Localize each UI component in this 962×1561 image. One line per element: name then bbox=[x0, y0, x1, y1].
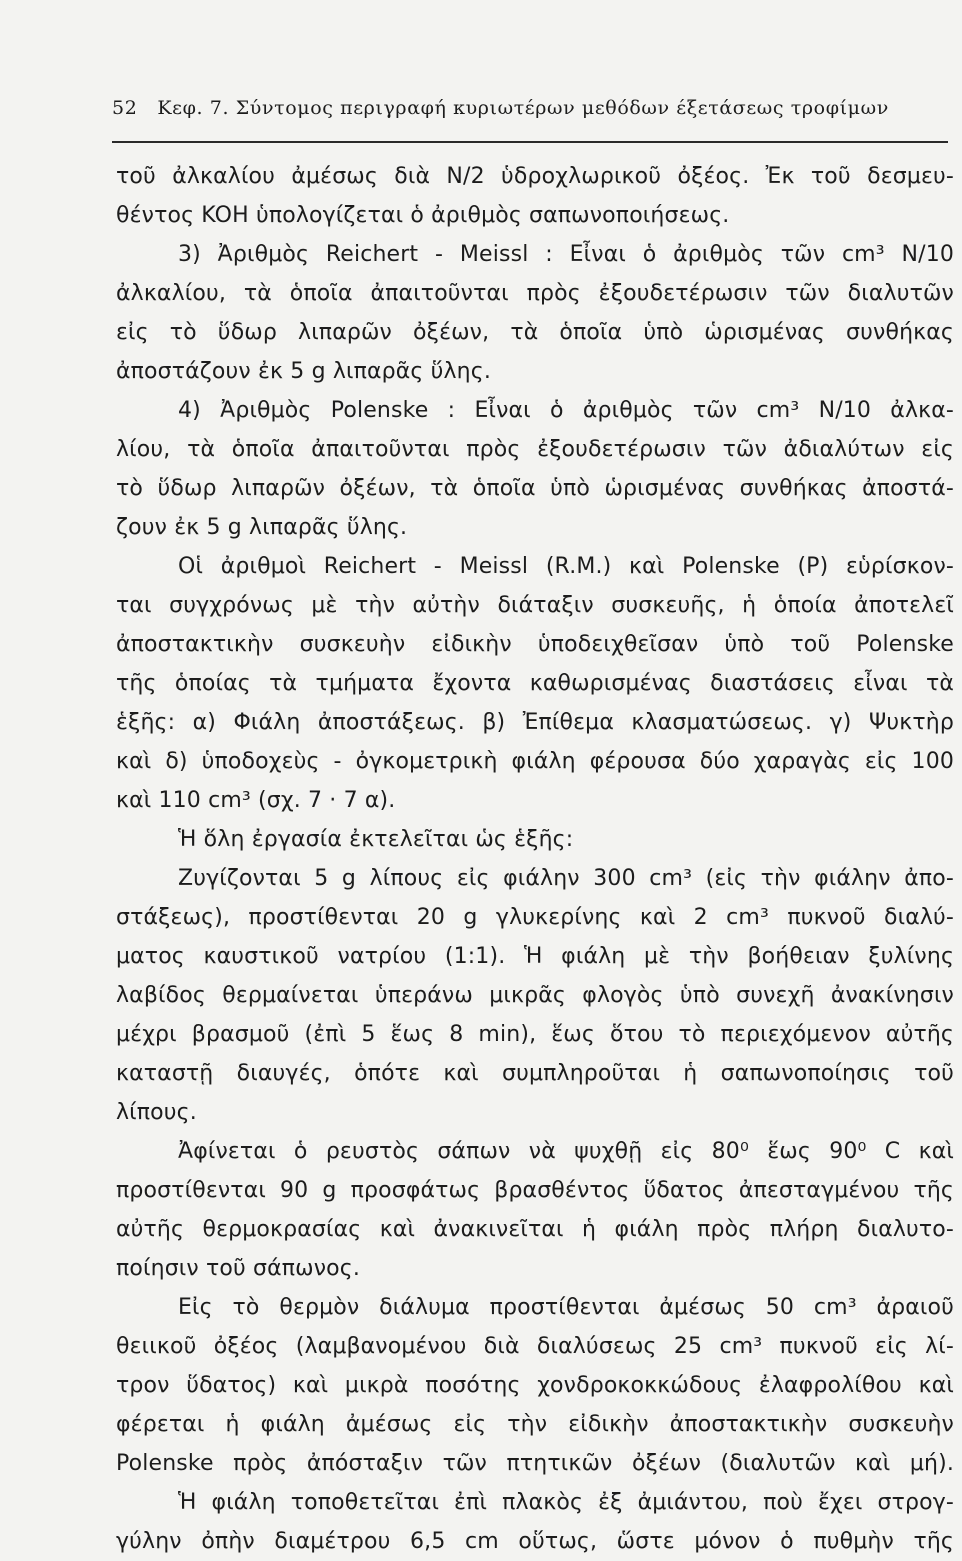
text-line: μέχρι βρασμοῦ (ἐπὶ 5 ἕως 8 min), ἕως ὅτου τὸ περιεχόμενον αὐτῆς bbox=[116, 1022, 954, 1047]
text-line: Ζυγίζονται 5 g λίπους εἰς φιάλην 300 cm³ (εἰς τὴν φιάλην ἀπο- bbox=[178, 866, 954, 891]
text-line: καὶ δ) ὑποδοχεὺς - ὀγκομετρικὴ φιάλη φέρουσα δύο χαραγὰς εἰς 100 bbox=[116, 749, 954, 774]
text-line: ποίησιν τοῦ σάπωνος. bbox=[116, 1256, 360, 1281]
text-line: 4) Ἀριθμὸς Polenske : Εἶναι ὁ ἀριθμὸς τῶν cm³ N/10 ἀλκα- bbox=[178, 398, 954, 423]
text-line: λίου, τὰ ὁποῖα ἀπαιτοῦνται πρὸς ἐξουδετέρωσιν τῶν ἀδιαλύτων εἰς bbox=[116, 437, 954, 462]
text-line: Ἀφίνεται ὁ ρευστὸς σάπων νὰ ψυχθῇ εἰς 80⁰ ἕως 90⁰ C καὶ bbox=[178, 1139, 954, 1164]
text-line: 3) Ἀριθμὸς Reichert - Meissl : Εἶναι ὁ ἀριθμὸς τῶν cm³ N/10 bbox=[178, 242, 954, 267]
text-line: αὐτῆς θερμοκρασίας καὶ ἀνακινεῖται ἡ φιάλη πρὸς πλήρη διαλυτο- bbox=[116, 1217, 954, 1242]
text-line: ἀποστακτικὴν συσκευὴν εἰδικὴν ὑποδειχθεῖσαν ὑπὸ τοῦ Polenske bbox=[116, 632, 954, 657]
text-line: Ἡ φιάλη τοποθετεῖται ἐπὶ πλακὸς ἐξ ἀμιάντου, ποὺ ἔχει στρογ- bbox=[178, 1490, 954, 1515]
text-line: τρον ὕδατος) καὶ μικρὰ ποσότης χονδροκοκκώδους ἐλαφρολίθου καὶ bbox=[116, 1373, 954, 1398]
header-rule bbox=[112, 141, 948, 143]
running-header bbox=[112, 97, 948, 119]
text-line: θέντος KOH ὑπολογίζεται ὁ ἀριθμὸς σαπωνοποιήσεως. bbox=[116, 203, 730, 228]
text-line: φέρεται ἡ φιάλη ἀμέσως εἰς τὴν εἰδικὴν ἀποστακτικὴν συσκευὴν bbox=[116, 1412, 954, 1437]
text-line: ἀλκαλίου, τὰ ὁποῖα ἀπαιτοῦνται πρὸς ἐξουδετέρωσιν τῶν διαλυτῶν bbox=[116, 281, 954, 306]
text-line: θειικοῦ ὀξέος (λαμβανομένου διὰ διαλύσεως 25 cm³ πυκνοῦ εἰς λί- bbox=[116, 1334, 954, 1359]
text-line: καταστῇ διαυγές, ὁπότε καὶ συμπληροῦται ἡ σαπωνοποίησις τοῦ bbox=[116, 1061, 954, 1086]
text-line: καὶ 110 cm³ (σχ. 7 · 7 α). bbox=[116, 788, 396, 813]
text-line: ται συγχρόνως μὲ τὴν αὐτὴν διάταξιν συσκευῆς, ἡ ὁποία ἀποτελεῖ bbox=[116, 593, 954, 618]
text-line: γύλην ὀπὴν διαμέτρου 6,5 cm οὕτως, ὥστε μόνον ὁ πυθμὴν τῆς bbox=[116, 1529, 954, 1554]
text-line: ἀποστάζουν ἐκ 5 g λιπαρᾶς ὕλης. bbox=[116, 359, 491, 384]
text-line: λαβίδος θερμαίνεται ὑπεράνω μικρᾶς φλογὸς ὑπὸ συνεχῆ ἀνακίνησιν bbox=[116, 983, 954, 1008]
text-line: Polenske πρὸς ἀπόσταξιν τῶν πτητικῶν ὀξέων (διαλυτῶν καὶ μή). bbox=[116, 1451, 954, 1476]
text-line: τοῦ ἀλκαλίου ἀμέσως διὰ N/2 ὑδροχλωρικοῦ ὀξέος. Ἐκ τοῦ δεσμευ- bbox=[116, 164, 954, 189]
page-number: 52 bbox=[112, 97, 138, 119]
text-line: ζουν ἐκ 5 g λιπαρᾶς ὕλης. bbox=[116, 515, 408, 540]
text-line: ματος καυστικοῦ νατρίου (1:1). Ἡ φιάλη μὲ τὴν βοήθειαν ξυλίνης bbox=[116, 944, 954, 969]
text-line: Ἡ ὅλη ἐργασία ἐκτελεῖται ὡς ἑξῆς: bbox=[178, 827, 574, 852]
body-text bbox=[116, 157, 954, 1561]
text-line: προστίθενται 90 g προσφάτως βρασθέντος ὕδατος ἀπεσταγμένου τῆς bbox=[116, 1178, 954, 1203]
text-line: Εἰς τὸ θερμὸν διάλυμα προστίθενται ἀμέσως 50 cm³ ἀραιοῦ bbox=[178, 1295, 954, 1320]
text-line: λίπους. bbox=[116, 1100, 197, 1125]
text-line: στάξεως), προστίθενται 20 g γλυκερίνης καὶ 2 cm³ πυκνοῦ διαλύ- bbox=[116, 905, 954, 930]
text-line: εἰς τὸ ὕδωρ λιπαρῶν ὀξέων, τὰ ὁποῖα ὑπὸ ὡρισμένας συνθήκας bbox=[116, 320, 954, 345]
text-line: τῆς ὁποίας τὰ τμήματα ἔχοντα καθωρισμένας διαστάσεις εἶναι τὰ bbox=[116, 671, 954, 696]
text-line: ἑξῆς: α) Φιάλη ἀποστάξεως. β) Ἐπίθεμα κλασματώσεως. γ) Ψυκτὴρ bbox=[116, 710, 954, 735]
running-title: Κεφ. 7. Σύντομος περιγραφή κυριωτέρων μεθόδων έξετάσεως τροφίμων bbox=[157, 97, 889, 119]
text-line: τὸ ὕδωρ λιπαρῶν ὀξέων, τὰ ὁποῖα ὑπὸ ὡρισμένας συνθήκας ἀποστά- bbox=[116, 476, 954, 501]
text-line: Οἱ ἀριθμοὶ Reichert - Meissl (R.M.) καὶ Polenske (P) εὑρίσκον- bbox=[178, 554, 954, 579]
